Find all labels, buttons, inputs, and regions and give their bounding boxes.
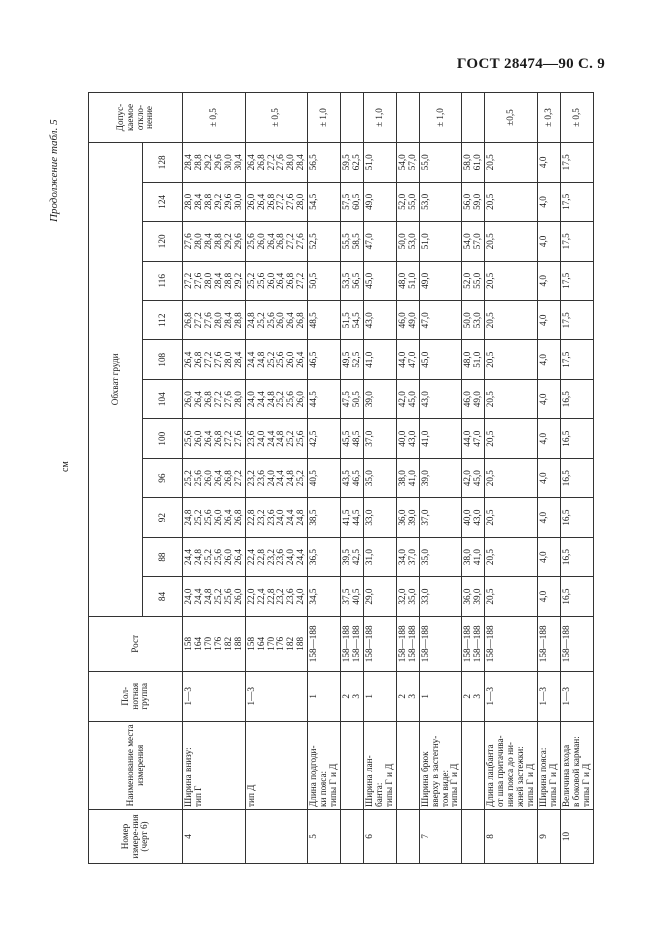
measurement-value: 50,0 53,0 <box>462 301 485 340</box>
table-row <box>183 93 246 864</box>
measurement-name <box>396 721 419 809</box>
measurement-value: 36,5 <box>308 537 341 576</box>
measurement-value: 39,5 42,5 <box>341 537 364 576</box>
measurement-value: 23,2 23,6 24,0 24,4 24,8 25,2 <box>245 458 308 497</box>
measurement-name: тип Д <box>245 721 308 809</box>
measurement-value: 37,5 40,5 <box>341 577 364 616</box>
measurement-value: 34,5 <box>308 577 341 616</box>
measurement-value: 51,0 <box>363 143 396 183</box>
measurement-value: 41,5 44,5 <box>341 498 364 537</box>
measurement-value: 49,0 <box>363 182 396 221</box>
measurement-value: 52,0 55,0 <box>396 182 419 221</box>
tolerance-value <box>396 93 419 143</box>
measurement-value: 4,0 <box>537 182 560 221</box>
measurement-value: 28,4 28,8 29,2 29,6 30,0 30,4 <box>183 143 246 183</box>
measurement-number: 9 <box>537 809 560 863</box>
tolerance-value: ± 0,5 <box>183 93 246 143</box>
measurement-value: 24,8 25,2 25,6 26,0 26,4 26,8 <box>245 301 308 340</box>
table-row <box>341 93 364 864</box>
measurement-value: 17,5 <box>560 261 593 300</box>
height-value: 158—188 158—188 <box>462 616 485 671</box>
measurement-value: 20,5 <box>485 419 538 458</box>
measurement-value: 44,0 47,0 <box>462 419 485 458</box>
measurement-value: 22,8 23,2 23,6 24,0 24,4 24,8 <box>245 498 308 537</box>
measurement-value: 4,0 <box>537 261 560 300</box>
table-row <box>560 93 593 864</box>
measurement-number: 4 <box>183 809 246 863</box>
measurement-value: 16,5 <box>560 537 593 576</box>
size-header: 120 <box>143 222 183 261</box>
measurement-value: 34,0 37,0 <box>396 537 419 576</box>
tolerance-value: ±0,5 <box>485 93 538 143</box>
fullness-group: 1—3 <box>560 671 593 721</box>
tolerance-value: ± 0,5 <box>560 93 593 143</box>
measurement-value: 50,5 <box>308 261 341 300</box>
measurement-value: 16,5 <box>560 458 593 497</box>
measurement-value: 56,0 59,0 <box>462 182 485 221</box>
measurement-value: 27,2 27,6 28,0 28,4 28,8 29,2 <box>183 261 246 300</box>
height-value: 158—188 <box>419 616 462 671</box>
measurement-value: 40,5 <box>308 458 341 497</box>
tolerance-value: ± 1,0 <box>419 93 462 143</box>
size-header: 108 <box>143 340 183 379</box>
measurement-value: 49,5 52,5 <box>341 340 364 379</box>
measurement-value: 53,5 56,5 <box>341 261 364 300</box>
measurement-value: 55,0 <box>419 143 462 183</box>
measurement-value: 42,0 45,0 <box>396 379 419 418</box>
measurement-value: 26,4 26,8 27,2 27,6 28,0 28,4 <box>245 143 308 183</box>
measurement-value: 39,0 <box>419 458 462 497</box>
size-header: 84 <box>143 577 183 616</box>
measurement-value: 43,5 46,5 <box>341 458 364 497</box>
measurement-value: 45,5 48,5 <box>341 419 364 458</box>
measurement-value: 17,5 <box>560 182 593 221</box>
measurement-value: 45,0 <box>363 261 396 300</box>
measurement-name: Длина лацбанта от шва притачива- ния пояса до ни- жней застежки: типы Г и Д <box>485 721 538 809</box>
size-header: 100 <box>143 419 183 458</box>
measurement-value: 26,0 26,4 26,8 27,2 27,6 28,0 <box>183 379 246 418</box>
measurement-value: 4,0 <box>537 143 560 183</box>
measurement-value: 41,0 <box>363 340 396 379</box>
height-value: 158—188 158—188 <box>341 616 364 671</box>
measurement-value: 31,0 <box>363 537 396 576</box>
table-row <box>245 93 308 864</box>
measurement-value: 48,5 <box>308 301 341 340</box>
measurement-value: 4,0 <box>537 537 560 576</box>
measurement-value: 20,5 <box>485 537 538 576</box>
measurement-value: 41,0 <box>419 419 462 458</box>
header-height: Рост <box>89 616 183 671</box>
measurement-value: 33,0 <box>363 498 396 537</box>
rotated-table-container <box>88 92 591 864</box>
measurement-value: 42,0 45,0 <box>462 458 485 497</box>
measurement-value: 47,0 <box>363 222 396 261</box>
fullness-group: 2 3 <box>462 671 485 721</box>
measurement-value: 51,0 <box>419 222 462 261</box>
fullness-group: 2 3 <box>341 671 364 721</box>
measurement-value: 25,2 25,6 26,0 26,4 26,8 27,2 <box>245 261 308 300</box>
page-header: ГОСТ 28474—90 С. 9 <box>456 56 605 72</box>
measurement-value: 22,4 22,8 23,2 23,6 24,0 24,4 <box>245 537 308 576</box>
fullness-group: 1—3 <box>245 671 308 721</box>
fullness-group: 1—3 <box>537 671 560 721</box>
measurement-value: 57,5 60,5 <box>341 182 364 221</box>
measurement-value: 36,0 39,0 <box>462 577 485 616</box>
measurement-value: 4,0 <box>537 419 560 458</box>
measurement-value: 46,0 49,0 <box>462 379 485 418</box>
measurement-value: 36,0 39,0 <box>396 498 419 537</box>
measurement-value: 32,0 35,0 <box>396 577 419 616</box>
tolerance-value: ± 0,3 <box>537 93 560 143</box>
measurement-value: 28,0 28,4 28,8 29,2 29,6 30,0 <box>183 182 246 221</box>
measurement-value: 38,0 41,0 <box>462 537 485 576</box>
size-header: 92 <box>143 498 183 537</box>
measurement-number: 6 <box>363 809 396 863</box>
tolerance-value: ± 0,5 <box>245 93 308 143</box>
measurement-value: 52,0 55,0 <box>462 261 485 300</box>
measurement-value: 33,0 <box>419 577 462 616</box>
fullness-group: 1 <box>419 671 462 721</box>
height-value: 158—188 <box>560 616 593 671</box>
measurement-value: 40,0 43,0 <box>462 498 485 537</box>
measurement-value: 24,8 25,2 25,6 26,0 26,4 26,8 <box>183 498 246 537</box>
measurement-value: 46,5 <box>308 340 341 379</box>
size-header: 88 <box>143 537 183 576</box>
measurement-value: 55,5 58,5 <box>341 222 364 261</box>
table-row <box>419 93 462 864</box>
size-header: 128 <box>143 143 183 183</box>
measurement-value: 56,5 <box>308 143 341 183</box>
measurement-value: 45,0 <box>419 340 462 379</box>
measurement-number: 7 <box>419 809 462 863</box>
measurement-name <box>341 721 364 809</box>
fullness-group: 1 <box>308 671 341 721</box>
measurement-value: 16,5 <box>560 379 593 418</box>
tolerance-value <box>462 93 485 143</box>
height-value: 158—188 <box>537 616 560 671</box>
measurement-value: 26,8 27,2 27,6 28,0 28,4 28,8 <box>183 301 246 340</box>
measurement-value: 4,0 <box>537 340 560 379</box>
measurement-value: 52,5 <box>308 222 341 261</box>
measurement-value: 49,0 <box>419 261 462 300</box>
measurement-value: 16,5 <box>560 577 593 616</box>
measurement-value: 26,4 26,8 27,2 27,6 28,0 28,4 <box>183 340 246 379</box>
height-value: 158—188 <box>485 616 538 671</box>
measurement-name: Ширина брюк вверху в застегну- том виде: типы Г и Д <box>419 721 462 809</box>
header-chest-group: Обхват груди <box>89 143 143 617</box>
measurement-value: 58,0 61,0 <box>462 143 485 183</box>
measurement-value: 37,0 <box>363 419 396 458</box>
measurement-value: 24,4 24,8 25,2 25,6 26,0 26,4 <box>245 340 308 379</box>
tolerance-value: ± 1,0 <box>308 93 341 143</box>
measurement-number <box>462 809 485 863</box>
measurement-name: Ширина внизу: тип Г <box>183 721 246 809</box>
measurement-value: 20,5 <box>485 261 538 300</box>
height-value: 158 164 170 176 182 188 <box>245 616 308 671</box>
table-row <box>308 93 341 864</box>
measurement-value: 20,5 <box>485 301 538 340</box>
measurement-value: 16,5 <box>560 498 593 537</box>
measurement-name: Длина подгоди- ки пояса: типы Г и Д <box>308 721 341 809</box>
measurement-name: Величина входа в боковой карман: типы Г и Д <box>560 721 593 809</box>
measurement-value: 25,2 25,6 26,0 26,4 26,8 27,2 <box>183 458 246 497</box>
measurement-value: 59,5 62,5 <box>341 143 364 183</box>
measurement-value: 35,0 <box>363 458 396 497</box>
header-name: Наименование места измерения <box>89 721 183 809</box>
size-header: 104 <box>143 379 183 418</box>
measurement-value: 4,0 <box>537 222 560 261</box>
measurement-value: 29,0 <box>363 577 396 616</box>
measurement-value: 43,0 <box>419 379 462 418</box>
measurement-value: 54,0 57,0 <box>396 143 419 183</box>
size-header: 124 <box>143 182 183 221</box>
height-value: 158—188 158—188 <box>396 616 419 671</box>
measurement-value: 46,0 49,0 <box>396 301 419 340</box>
measurement-value: 4,0 <box>537 577 560 616</box>
fullness-group: 2 3 <box>396 671 419 721</box>
header-tolerance: Допус-каемое откло-нение <box>89 93 183 143</box>
measurement-value: 4,0 <box>537 498 560 537</box>
measurement-value: 4,0 <box>537 379 560 418</box>
measurement-value: 20,5 <box>485 458 538 497</box>
measurement-value: 20,5 <box>485 182 538 221</box>
measurement-value: 17,5 <box>560 340 593 379</box>
measurement-value: 39,0 <box>363 379 396 418</box>
unit-label: см <box>60 461 71 472</box>
measurement-value: 17,5 <box>560 143 593 183</box>
measurement-value: 47,5 50,5 <box>341 379 364 418</box>
measurement-value: 43,0 <box>363 301 396 340</box>
measurement-name: Ширина пояса: типы Г и Д <box>537 721 560 809</box>
measurement-value: 24,0 24,4 24,8 25,2 25,6 26,0 <box>183 577 246 616</box>
measurement-value: 44,5 <box>308 379 341 418</box>
size-header: 116 <box>143 261 183 300</box>
header-number: Номер измере-ния (черт 6) <box>89 809 183 863</box>
measurement-number: 10 <box>560 809 593 863</box>
size-header: 112 <box>143 301 183 340</box>
measurements-table <box>88 92 594 864</box>
height-value: 158 164 170 176 182 188 <box>183 616 246 671</box>
measurement-value: 25,6 26,0 26,4 26,8 27,2 27,6 <box>183 419 246 458</box>
measurement-value: 4,0 <box>537 301 560 340</box>
measurement-value: 38,0 41,0 <box>396 458 419 497</box>
measurement-value: 37,0 <box>419 498 462 537</box>
table-row <box>485 93 538 864</box>
measurement-value: 20,5 <box>485 498 538 537</box>
measurement-value: 26,0 26,4 26,8 27,2 27,6 28,0 <box>245 182 308 221</box>
measurement-number <box>341 809 364 863</box>
height-value: 158—188 <box>363 616 396 671</box>
measurement-value: 22,0 22,4 22,8 23,2 23,6 24,0 <box>245 577 308 616</box>
fullness-group: 1—3 <box>183 671 246 721</box>
measurement-value: 4,0 <box>537 458 560 497</box>
measurement-value: 27,6 28,0 28,4 28,8 29,2 29,6 <box>183 222 246 261</box>
measurement-value: 42,5 <box>308 419 341 458</box>
measurement-value: 51,5 54,5 <box>341 301 364 340</box>
measurement-value: 44,0 47,0 <box>396 340 419 379</box>
measurement-value: 35,0 <box>419 537 462 576</box>
size-header: 96 <box>143 458 183 497</box>
measurement-value: 54,0 57,0 <box>462 222 485 261</box>
measurement-value: 24,0 24,4 24,8 25,2 25,6 26,0 <box>245 379 308 418</box>
measurement-value: 17,5 <box>560 222 593 261</box>
measurement-value: 48,0 51,0 <box>396 261 419 300</box>
measurement-value: 54,5 <box>308 182 341 221</box>
height-value: 158—188 <box>308 616 341 671</box>
measurement-value: 20,5 <box>485 340 538 379</box>
tolerance-value: ± 1,0 <box>363 93 396 143</box>
measurement-value: 47,0 <box>419 301 462 340</box>
table-row <box>396 93 419 864</box>
measurement-value: 17,5 <box>560 301 593 340</box>
measurement-value: 38,5 <box>308 498 341 537</box>
measurement-value: 23,6 24,0 24,4 24,8 25,2 25,6 <box>245 419 308 458</box>
measurement-value: 20,5 <box>485 577 538 616</box>
fullness-group: 1 <box>363 671 396 721</box>
measurement-value: 48,0 51,0 <box>462 340 485 379</box>
table-row <box>537 93 560 864</box>
measurement-value: 24,4 24,8 25,2 25,6 26,0 26,4 <box>183 537 246 576</box>
measurement-value: 20,5 <box>485 143 538 183</box>
table-row <box>462 93 485 864</box>
measurement-value: 16,5 <box>560 419 593 458</box>
measurement-value: 25,6 26,0 26,4 26,8 27,2 27,6 <box>245 222 308 261</box>
measurement-name <box>462 721 485 809</box>
measurement-value: 53,0 <box>419 182 462 221</box>
table-row <box>363 93 396 864</box>
measurement-number: 5 <box>308 809 341 863</box>
measurement-value: 40,0 43,0 <box>396 419 419 458</box>
measurement-name: Ширина лан- банта: типы Г и Д <box>363 721 396 809</box>
measurement-number: 8 <box>485 809 538 863</box>
header-group: Пол-нотная группа <box>89 671 183 721</box>
measurement-number <box>245 809 308 863</box>
measurement-value: 20,5 <box>485 222 538 261</box>
tolerance-value <box>341 93 364 143</box>
measurement-value: 50,0 53,0 <box>396 222 419 261</box>
table-subtitle: Продолжение табл. 5 <box>48 119 60 222</box>
fullness-group: 1—3 <box>485 671 538 721</box>
measurement-value: 20,5 <box>485 379 538 418</box>
measurement-number <box>396 809 419 863</box>
